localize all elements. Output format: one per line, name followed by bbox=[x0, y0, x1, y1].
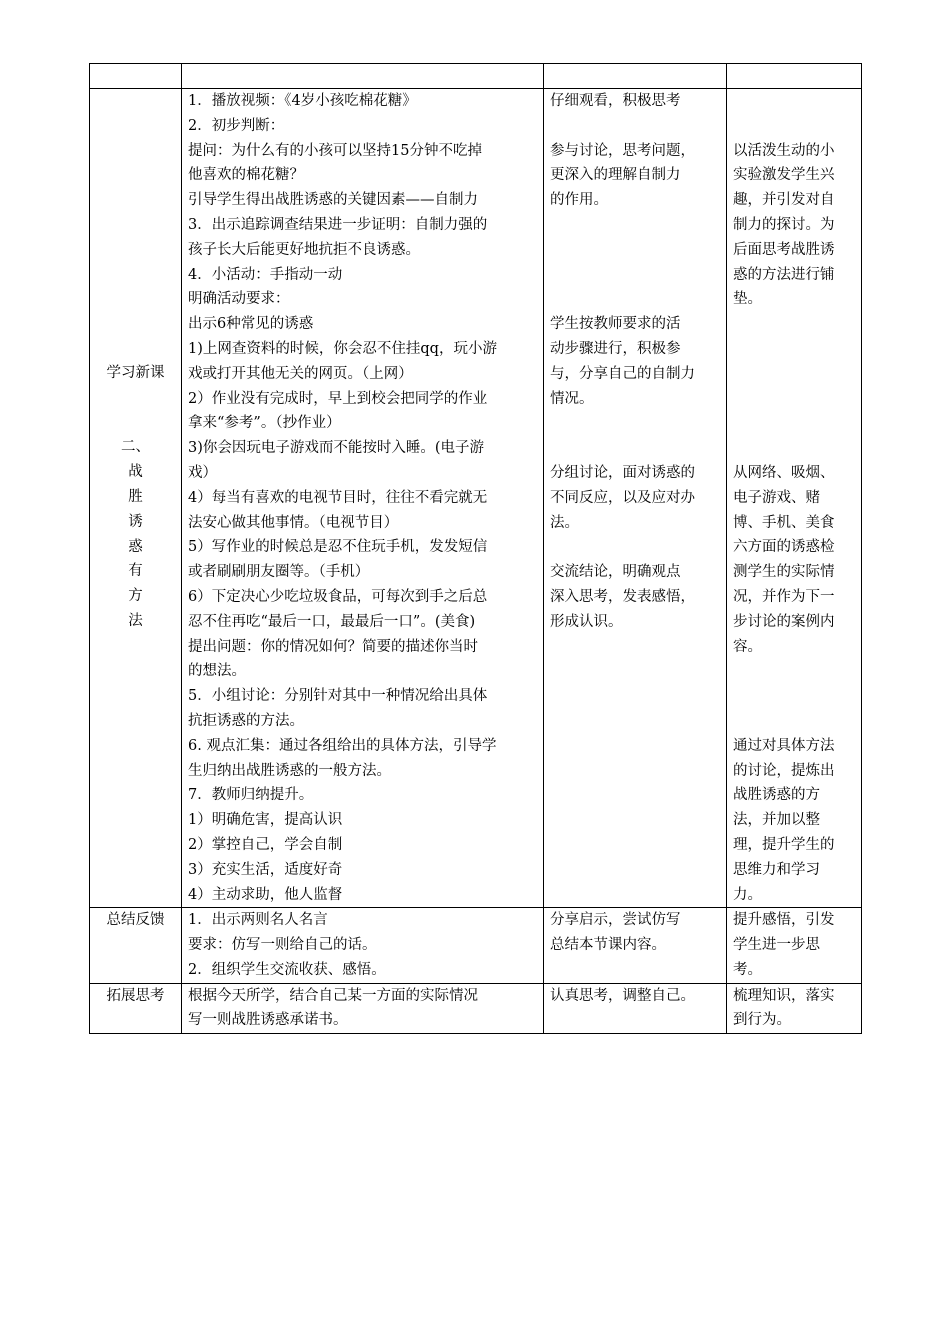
text-line: 1．出示两则名人名言 bbox=[188, 912, 328, 929]
text-line: 4）每当有喜欢的电视节目时，往往不看完就无 bbox=[188, 489, 488, 506]
text-line: 趣，并引发对自 bbox=[733, 192, 835, 209]
text-line: 生归纳出战胜诱惑的一般方法。 bbox=[188, 762, 391, 779]
text-line: 总结本节课内容。 bbox=[550, 937, 666, 954]
student-cell-summary bbox=[544, 908, 727, 983]
text-line: 的讨论，提炼出 bbox=[733, 762, 835, 779]
content-cell-summary bbox=[182, 908, 544, 983]
text-line: 形成认识。 bbox=[550, 613, 623, 630]
header-row bbox=[90, 64, 862, 89]
summary-content-lines bbox=[188, 908, 537, 982]
text-line: 2）作业没有完成时，早上到校会把同学的作业 bbox=[188, 390, 488, 407]
text-line: 4）主动求助，他人监督 bbox=[188, 886, 343, 903]
text-line: 根据今天所学，结合自己某一方面的实际情况 bbox=[188, 987, 478, 1004]
text-line: 2．初步判断： bbox=[188, 117, 285, 134]
lesson-plan-table bbox=[89, 63, 862, 1034]
text-line: 戏或打开其他无关的网页。（上网） bbox=[188, 365, 413, 382]
text-line: 制力的探讨。为 bbox=[733, 216, 835, 233]
text-line bbox=[733, 411, 855, 436]
text-line: 有 bbox=[128, 563, 143, 580]
text-line bbox=[550, 238, 720, 263]
extend-row bbox=[90, 983, 862, 1034]
text-line bbox=[550, 411, 720, 436]
purpose-cell-extend bbox=[727, 983, 862, 1034]
content-cell-main bbox=[182, 89, 544, 908]
text-line bbox=[96, 411, 175, 436]
extend-content-lines bbox=[188, 984, 537, 1034]
text-line: 1）明确危害，提高认识 bbox=[188, 812, 343, 829]
text-line: 博、手机、美食 bbox=[733, 514, 835, 531]
text-line bbox=[733, 684, 855, 709]
text-line: 六方面的诱惑检 bbox=[733, 539, 835, 556]
text-line: 4．小活动：手指动一动 bbox=[188, 266, 343, 283]
text-line: 6）下定决心少吃垃圾食品，可每次到手之后总 bbox=[188, 588, 488, 605]
text-line: 法 bbox=[128, 612, 143, 629]
text-line: 更深入的理解自制力 bbox=[550, 167, 681, 184]
text-line: 以活泼生动的小 bbox=[733, 142, 835, 159]
text-line: 不同反应，以及应对办 bbox=[550, 489, 695, 506]
text-line bbox=[733, 312, 855, 337]
text-line: 况，并作为下一 bbox=[733, 588, 835, 605]
text-line: 梳理知识，落实 bbox=[733, 987, 835, 1004]
purpose-cell-summary bbox=[727, 908, 862, 983]
text-line bbox=[733, 362, 855, 387]
student-lines bbox=[550, 89, 720, 635]
content-cell-extend bbox=[182, 983, 544, 1034]
text-line: 3．出示追踪调查结果进一步证明：自制力强的 bbox=[188, 216, 488, 233]
text-line bbox=[550, 287, 720, 312]
text-line: 测学生的实际情 bbox=[733, 564, 835, 581]
text-line: 思维力和学习 bbox=[733, 861, 820, 878]
text-line: 法。 bbox=[550, 514, 579, 531]
text-line: 分组讨论，面对诱惑的 bbox=[550, 464, 695, 481]
text-line: 方 bbox=[128, 588, 143, 605]
text-line: 交流结论，明确观点 bbox=[550, 564, 681, 581]
text-line: 戏） bbox=[188, 464, 217, 481]
text-line: 要求：仿写一则给自己的话。 bbox=[188, 937, 377, 954]
text-line: 仔细观看，积极思考 bbox=[550, 93, 681, 109]
text-line: 明确活动要求： bbox=[188, 291, 290, 308]
text-line: 学习新课 bbox=[106, 365, 165, 381]
text-line: 认真思考，调整自己。 bbox=[550, 987, 695, 1004]
text-line bbox=[550, 114, 720, 139]
text-line: 7．教师归纳提升。 bbox=[188, 787, 314, 804]
text-line: 战 bbox=[128, 464, 143, 481]
header-cell-purpose bbox=[727, 64, 862, 89]
stage-cell-summary: 总结反馈 bbox=[90, 908, 182, 983]
text-line: 动步骤进行，积极参 bbox=[550, 340, 681, 357]
text-line: 引导学生得出战胜诱惑的关键因素——自制力 bbox=[188, 192, 478, 209]
text-line: 步讨论的案例内 bbox=[733, 613, 835, 630]
text-line: 提升感悟，引发 bbox=[733, 912, 835, 929]
text-line: 出示6种常见的诱惑 bbox=[188, 316, 314, 333]
text-line: 2．组织学生交流收获、感悟。 bbox=[188, 961, 386, 978]
text-line: 孩子长大后能更好地抗拒不良诱惑。 bbox=[188, 241, 420, 258]
text-line: 的作用。 bbox=[550, 192, 608, 209]
text-line bbox=[550, 535, 720, 560]
text-line: 他喜欢的棉花糖？ bbox=[188, 167, 304, 184]
text-line bbox=[733, 114, 855, 139]
text-line: 战胜诱惑的方 bbox=[733, 787, 820, 804]
text-line: 1)上网查资料的时候，你会忍不住挂qq，玩小游 bbox=[188, 340, 497, 357]
text-line bbox=[550, 436, 720, 461]
text-line: 考。 bbox=[733, 961, 762, 978]
text-line: 2）掌控自己，学会自制 bbox=[188, 836, 343, 853]
text-line: 惑 bbox=[128, 538, 143, 555]
text-line: 学生进一步思 bbox=[733, 937, 820, 954]
text-line: 分享启示，尝试仿写 bbox=[550, 912, 681, 929]
text-line: 到行为。 bbox=[733, 1012, 791, 1029]
text-line: 二、 bbox=[121, 439, 150, 456]
text-line bbox=[96, 386, 175, 411]
text-line: 提问：为什么有的小孩可以坚持15分钟不吃掉 bbox=[188, 142, 482, 159]
purpose-cell-main bbox=[727, 89, 862, 908]
extend-purpose-lines bbox=[733, 984, 855, 1034]
text-line: 提出问题：你的情况如何？简要的描述你当时 bbox=[188, 638, 478, 655]
text-line: 的想法。 bbox=[188, 663, 246, 680]
header-cell-content bbox=[182, 64, 544, 89]
header-cell-stage bbox=[90, 64, 182, 89]
text-line: 后面思考战胜诱 bbox=[733, 241, 835, 258]
extend-student-lines bbox=[550, 984, 720, 1009]
text-line: 拿来“参考”。（抄作业） bbox=[188, 415, 341, 432]
text-line: 学生按教师要求的活 bbox=[550, 316, 681, 333]
text-line: 力。 bbox=[733, 886, 762, 903]
text-line: 法安心做其他事情。（电视节目） bbox=[188, 514, 399, 531]
text-line: 诱 bbox=[128, 513, 143, 530]
summary-row bbox=[90, 908, 862, 983]
text-line: 电子游戏、赌 bbox=[733, 489, 820, 506]
text-line: 与，分享自己的自制力 bbox=[550, 365, 695, 382]
text-line bbox=[550, 263, 720, 288]
summary-student-lines bbox=[550, 908, 720, 958]
text-line: 3）充实生活，适度好奇 bbox=[188, 861, 343, 878]
text-line: 法，并加以整 bbox=[733, 812, 820, 829]
text-line: 1．播放视频：《4岁小孩吃棉花糖》 bbox=[188, 93, 417, 109]
student-cell-extend bbox=[544, 983, 727, 1034]
text-line: 3)你会因玩电子游戏而不能按时入睡。(电子游 bbox=[188, 440, 485, 457]
text-line: 理，提升学生的 bbox=[733, 836, 835, 853]
text-line: 深入思考，发表感悟， bbox=[550, 588, 695, 605]
main-row bbox=[90, 89, 862, 908]
header-cell-student bbox=[544, 64, 727, 89]
text-line bbox=[733, 436, 855, 461]
text-line: 实验激发学生兴 bbox=[733, 167, 835, 184]
text-line: 写一则战胜诱惑承诺书。 bbox=[188, 1012, 348, 1029]
content-lines bbox=[188, 89, 537, 907]
text-line bbox=[733, 709, 855, 734]
summary-purpose-lines bbox=[733, 908, 855, 982]
text-line: 通过对具体方法 bbox=[733, 737, 835, 754]
text-line: 惑的方法进行铺 bbox=[733, 266, 835, 283]
text-line bbox=[733, 387, 855, 412]
text-line: 5．小组讨论：分别针对其中一种情况给出具体 bbox=[188, 688, 488, 705]
text-line: 情况。 bbox=[550, 390, 594, 407]
text-line: 或者刷刷朋友圈等。（手机） bbox=[188, 564, 370, 581]
stage-lines bbox=[96, 361, 175, 634]
text-line bbox=[733, 337, 855, 362]
text-line: 5）写作业的时候总是忍不住玩手机，发发短信 bbox=[188, 539, 488, 556]
text-line bbox=[550, 213, 720, 238]
text-line: 容。 bbox=[733, 638, 762, 655]
text-line bbox=[733, 89, 855, 114]
text-line: 从网络、吸烟、 bbox=[733, 464, 835, 481]
text-line: 垫。 bbox=[733, 291, 762, 308]
text-line: 忍不住再吃“最后一口，最最后一口”。(美食) bbox=[188, 613, 476, 630]
text-line: 胜 bbox=[128, 488, 143, 505]
text-line: 参与讨论，思考问题， bbox=[550, 142, 695, 159]
text-line: 6. 观点汇集：通过各组给出的具体方法，引导学 bbox=[188, 737, 497, 754]
text-line: 抗拒诱惑的方法。 bbox=[188, 712, 304, 729]
text-line bbox=[733, 659, 855, 684]
student-cell-main bbox=[544, 89, 727, 908]
purpose-lines bbox=[733, 89, 855, 907]
stage-cell-extend: 拓展思考 bbox=[90, 983, 182, 1034]
stage-cell-main bbox=[90, 89, 182, 908]
